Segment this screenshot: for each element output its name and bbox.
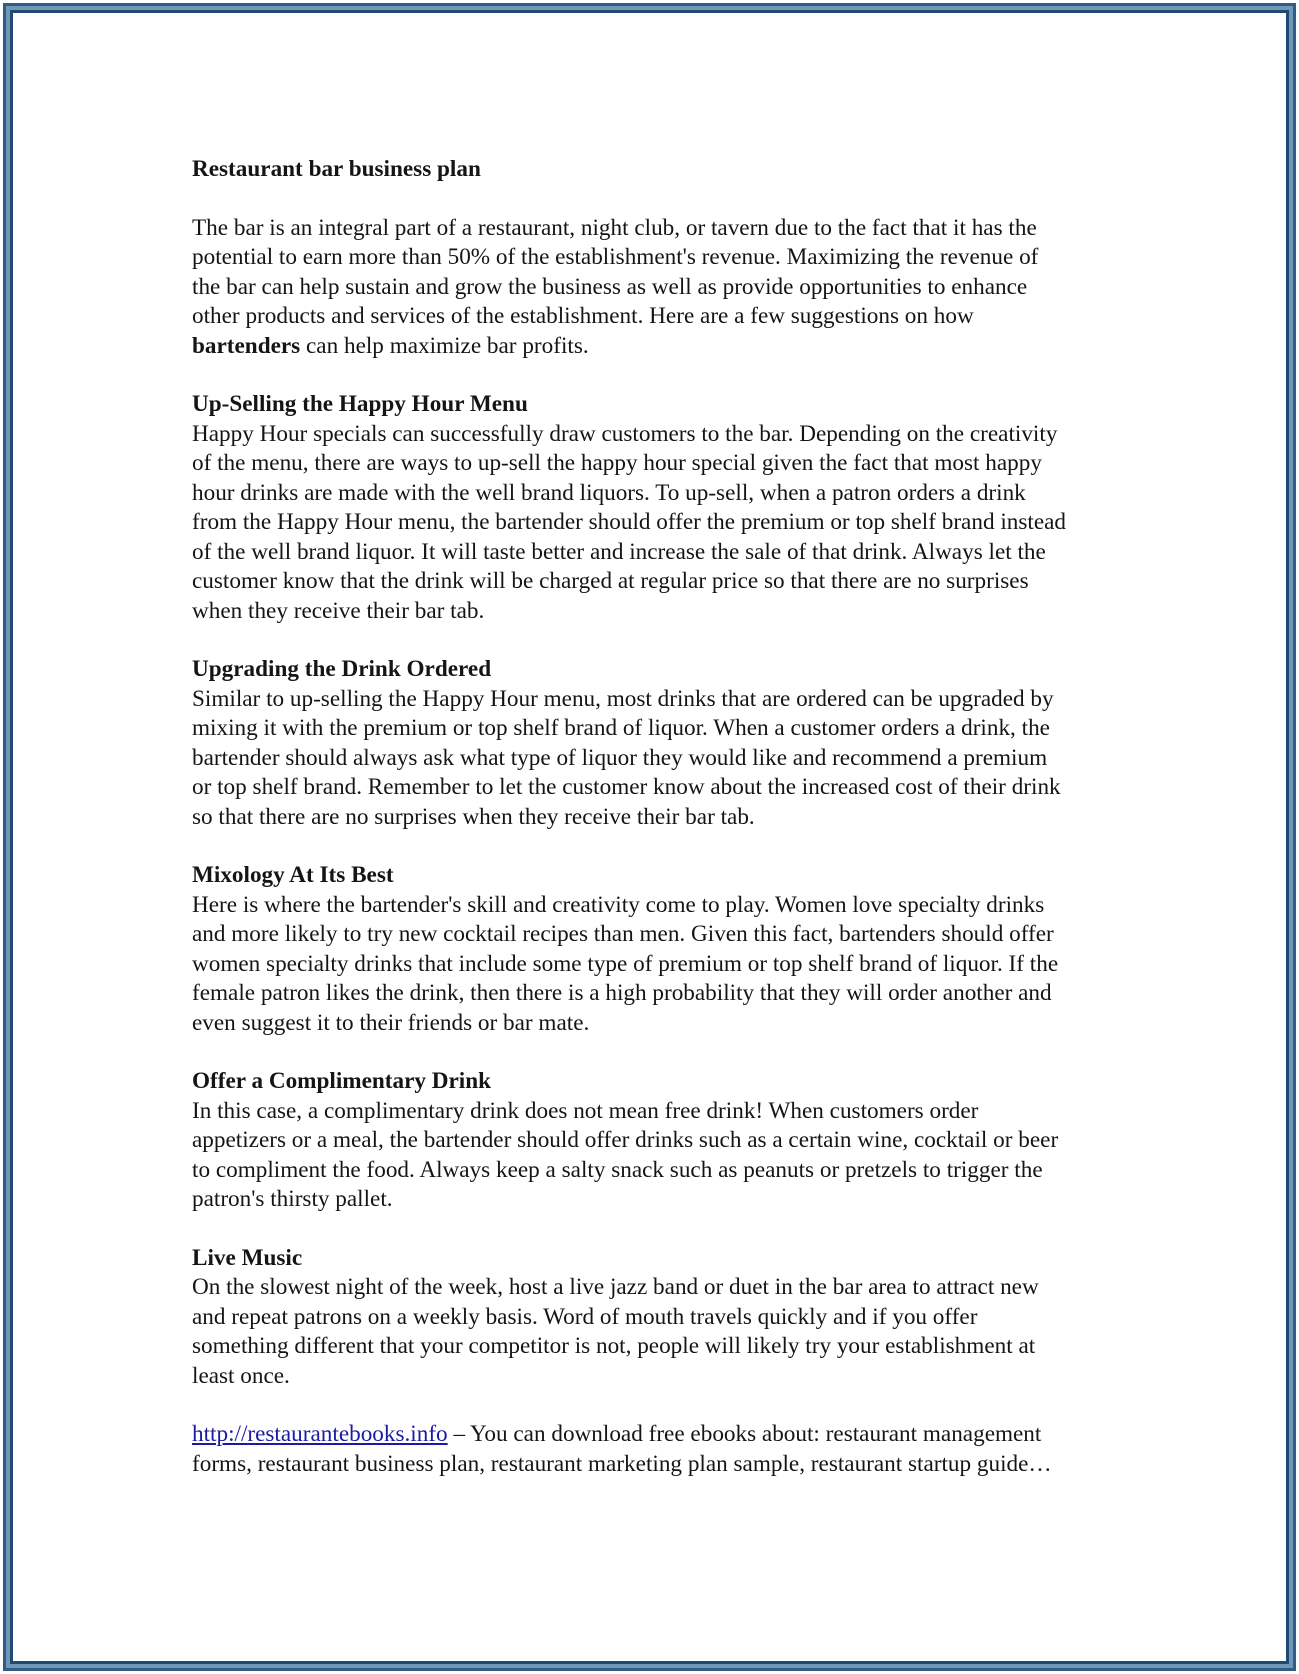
- section-body: Similar to up-selling the Happy Hour menu, most drinks that are ordered can be upgraded by mixing it with the premium or top shelf brand of liquor. When a customer orders a drink, the bartender should always ask what type of liquor they would like and recommend a premium or top shelf brand. Remember to let the customer know about the increased cost of their drink so that there are no surprises when they receive their bar tab.: [192, 685, 1061, 830]
- section-mixology: [192, 861, 1072, 1038]
- section-live-music: [192, 1244, 1072, 1392]
- document-page: [192, 155, 1072, 1508]
- intro-bold-keyword: bartenders: [192, 332, 301, 359]
- section-heading: Live Music: [192, 1244, 303, 1271]
- section-complimentary-drink: [192, 1067, 1072, 1215]
- section-heading: Upgrading the Drink Ordered: [192, 656, 492, 682]
- section-body: In this case, a complimentary drink does not mean free drink! When customers order appetizers or a meal, the bartender should offer drinks such as a certain wine, cocktail or beer to compliment the food. Always keep a salty snack such as peanuts or pretzels to trigger the patron's thirsty pallet.: [192, 1097, 1059, 1212]
- footer-paragraph: [192, 1420, 1072, 1479]
- section-heading: Up-Selling the Happy Hour Menu: [192, 391, 528, 417]
- section-body: On the slowest night of the week, host a live jazz band or duet in the bar area to attract new and repeat patrons on a weekly basis. Word of mouth travels quickly and if you offer something different that your competitor is not, people will likely try your establishment at least once.: [192, 1274, 1039, 1389]
- ebooks-link[interactable]: http://restaurantebooks.info: [192, 1421, 448, 1447]
- section-upgrading-drink: [192, 655, 1072, 832]
- intro-text-start: The bar is an integral part of a restaurant, night club, or tavern due to the fact that it has the potential to earn more than 50% of the establishment's revenue. Maximizing the revenue of the bar can help sustain and grow the business as well as provide opportunities to enhance other products and services of the establishment. Here are a few suggestions on how: [192, 214, 1039, 329]
- footer-text: – You can download free ebooks about: restaurant management forms, restaurant business plan, restaurant marketing plan sample, restaurant startup guide…: [192, 1421, 1052, 1477]
- intro-paragraph: [192, 214, 1072, 362]
- section-body: Happy Hour specials can successfully draw customers to the bar. Depending on the creativity of the menu, there are ways to up-sell the happy hour special given the fact that most happy hour drinks are made with the well brand liquors. To up-sell, when a patron orders a drink from the Happy Hour menu, the bartender should offer the premium or top shelf brand instead of the well brand liquor. It will taste better and increase the sale of that drink. Always let the customer know that the drink will be charged at regular price so that there are no surprises when they receive their bar tab.: [192, 420, 1067, 624]
- section-happy-hour: [192, 390, 1072, 626]
- section-heading: Mixology At Its Best: [192, 862, 394, 888]
- intro-text-end: can help maximize bar profits.: [300, 332, 589, 359]
- document-title: Restaurant bar business plan: [192, 156, 481, 182]
- section-heading: Offer a Complimentary Drink: [192, 1068, 492, 1094]
- section-body: Here is where the bartender's skill and creativity come to play. Women love specialty drinks and more likely to try new cocktail recipes than men. Given this fact, bartenders should offer women specialty drinks that include some type of premium or top shelf brand of liquor. If the female patron likes the drink, then there is a high probability that they will order another and even suggest it to their friends or bar mate.: [192, 891, 1059, 1036]
